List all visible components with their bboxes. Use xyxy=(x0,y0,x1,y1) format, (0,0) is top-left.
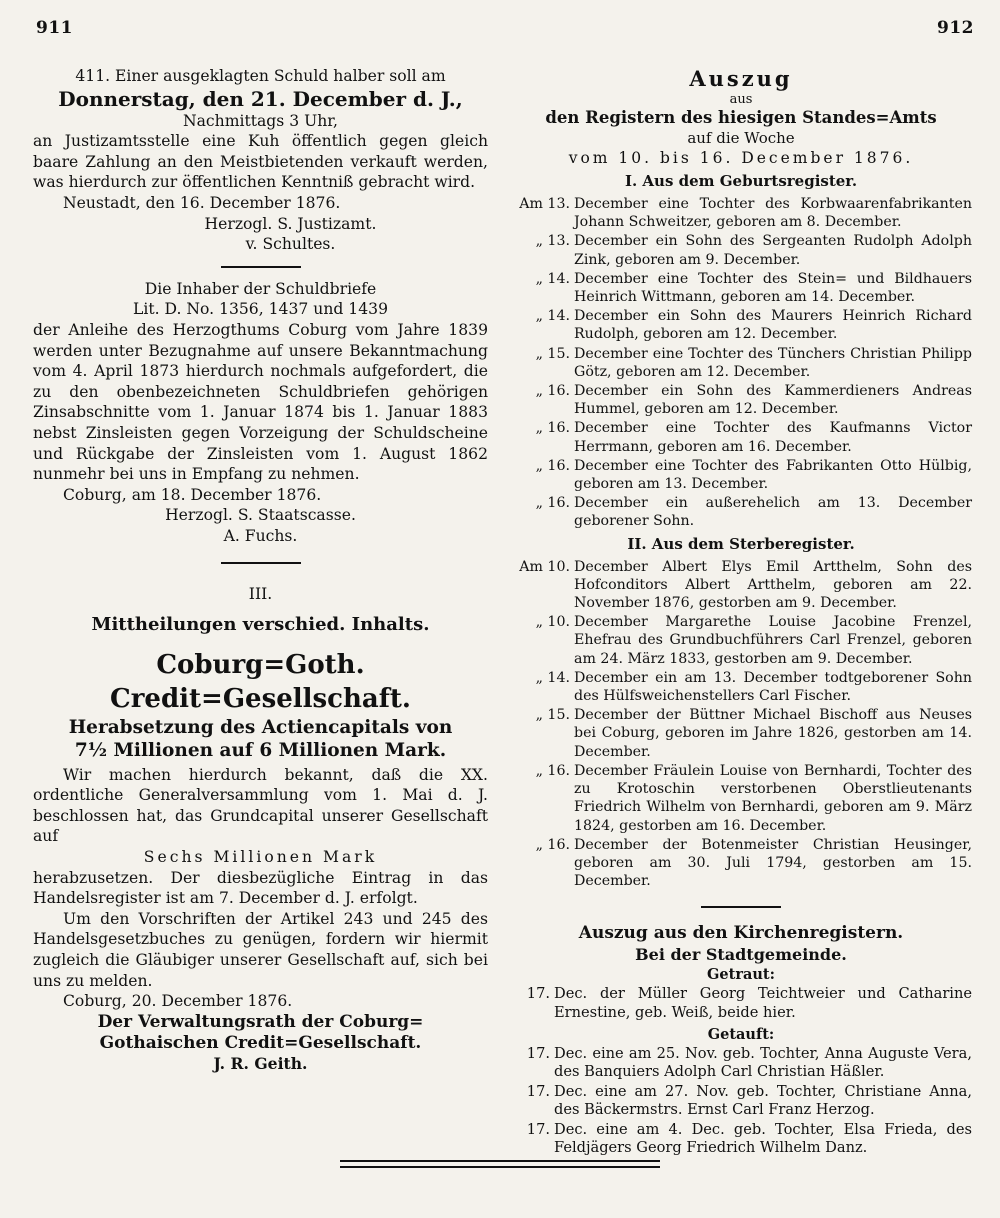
entry-date: Am 10. xyxy=(519,558,570,575)
death-entry xyxy=(510,558,972,613)
birth-entry xyxy=(510,270,972,306)
birth-entry xyxy=(510,382,972,418)
baptism-entry xyxy=(510,1083,972,1120)
entry-date: „ 10. xyxy=(535,614,570,631)
entry-date: „ 15. xyxy=(535,345,570,362)
notice-place-date: Coburg, 20. December 1876. xyxy=(63,992,293,1011)
entry-text: December eine Tochter des Fabrikanten Otto Hülbig, geboren am 13. December. xyxy=(574,457,972,493)
company-title: Coburg=Goth. Credit=Gesellschaft. xyxy=(110,649,411,714)
death-entry xyxy=(510,669,972,705)
notice-signature-name: v. Schultes. xyxy=(245,235,336,254)
birth-entry xyxy=(510,232,972,268)
board-signature-2: Gothaischen Credit=Gesellschaft. xyxy=(99,1032,422,1053)
birth-entry xyxy=(510,345,972,381)
week-label: auf die Woche xyxy=(687,129,795,147)
death-entry xyxy=(510,613,972,668)
baptism-entry xyxy=(510,1045,972,1082)
notice-signature-office: Herzogl. S. Justizamt. xyxy=(204,214,377,233)
entry-text: Dec. eine am 27. Nov. geb. Tochter, Christiane Anna, des Bäckermstrs. Ernst Carl Franz Herzog. xyxy=(554,1082,972,1119)
entry-text: Dec. der Müller Georg Teichtweier und Catharine Ernestine, geb. Weiß, beide hier. xyxy=(554,985,972,1021)
entry-text: December eine Tochter des Kaufmanns Victor Herrmann, geboren am 16. December. xyxy=(574,420,972,455)
notice-credit-society xyxy=(33,648,488,1075)
entry-text: December Margarethe Louise Jacobine Frenzel, Ehefrau des Grundbuchführers Carl Frenzel, geboren am 24. März 1833, gestorben am 9. December. xyxy=(574,614,972,667)
left-column xyxy=(33,66,488,1074)
entry-date: 17. xyxy=(526,985,550,1003)
entry-date: „ 14. xyxy=(535,669,570,686)
baptism-entry xyxy=(510,1121,972,1158)
entry-date: „ 16. xyxy=(535,383,570,400)
entry-text: Dec. eine am 4. Dec. geb. Tochter, Elsa Frieda, des Feldjägers Georg Friedrich Wilhelm Danz. xyxy=(554,1120,972,1157)
capital-amount: Sechs Millionen Mark xyxy=(143,848,378,867)
entry-text: December ein am 13. December todtgeborener Sohn des Hülfsweichenstellers Carl Fischer. xyxy=(574,669,972,705)
notice-intro: 411. Einer ausgeklagten Schuld halber soll am xyxy=(75,67,446,85)
entry-date: „ 15. xyxy=(535,707,570,724)
notice-body: Wir machen hierdurch bekannt, daß die XX. ordentliche Generalversammlung vom 1. Mai d. J. beschlossen hat, das Grundcapital unserer Gesellschaft auf xyxy=(33,765,488,846)
entry-date: 17. xyxy=(526,1120,550,1138)
entry-text: December Fräulein Louise von Bernhardi, Tochter des zu Krotoschin verstorbenen Oberstlieutenants Friedrich Wilhelm von Bernhardi, geboren am 9. März 1824, gestorben am 16. December. xyxy=(574,762,972,834)
entry-text: December ein Sohn des Kammerdieners Andreas Hummel, geboren am 12. December. xyxy=(574,383,972,418)
notice-bond-holders xyxy=(33,279,488,547)
notice-body: der Anleihe des Herzogthums Coburg vom Jahre 1839 werden unter Bezugnahme auf unsere Bekanntmachung vom 4. April 1873 hierdurch nochmals aufgefordert, die zu den obenbezeichneten Schuldbriefen gehörigen Zinsabschnitte vom 1. Januar 1874 bis 1. Januar 1883 nebst Zinsleisten gegen Vorzeigung der Schuldscheine und Rückgabe der Zinsleisten vom 1. August 1862 nunmehr bei uns in Empfang zu nehmen. xyxy=(33,320,488,484)
board-signature-1: Der Verwaltungsrath der Coburg= xyxy=(97,1011,424,1032)
bottom-double-rule xyxy=(340,1160,660,1168)
entry-date: 17. xyxy=(526,1044,550,1062)
notice-cow-auction xyxy=(33,66,488,255)
registry-office-heading: den Registern des hiesigen Standes=Amts xyxy=(545,108,937,127)
entry-text: December Albert Elys Emil Artthelm, Sohn des Hofconditors Albert Artthelm, geboren am 22. November 1876, gestorben am 9. December. xyxy=(574,558,972,612)
notice-signature-name: A. Fuchs. xyxy=(223,526,298,545)
entry-text: December ein außerehelich am 13. December geborener Sohn. xyxy=(574,495,972,530)
marriage-entry xyxy=(510,985,972,1022)
death-entry xyxy=(510,836,972,891)
entry-date: „ 16. xyxy=(535,420,570,437)
death-entry xyxy=(510,762,972,835)
death-register-heading: II. Aus dem Sterberegister. xyxy=(627,534,855,553)
notice-signature-office: Herzogl. S. Staatscasse. xyxy=(165,506,356,525)
entry-text: December eine Tochter des Stein= und Bildhauers Heinrich Wittmann, geboren am 14. December. xyxy=(574,270,972,306)
entry-text: December ein Sohn des Maurers Heinrich Richard Rudolph, geboren am 12. December. xyxy=(574,308,972,343)
bond-numbers: Lit. D. No. 1356, 1437 und 1439 xyxy=(132,300,388,319)
notice-place-date: Coburg, am 18. December 1876. xyxy=(63,485,322,504)
entry-text: December der Botenmeister Christian Heusinger, geboren am 30. Juli 1794, gestorben am 15. December. xyxy=(574,836,972,890)
entry-text: December eine Tochter des Tünchers Christian Philipp Götz, geboren am 12. December. xyxy=(574,345,972,380)
parish-heading: Bei der Stadtgemeinde. xyxy=(635,945,847,965)
notice-body-2: herabzusetzen. Der diesbezügliche Eintrag in das Handelsregister ist am 7. December d. J. erfolgt. xyxy=(33,868,488,908)
auction-date: Donnerstag, den 21. December d. J., xyxy=(58,86,463,111)
page-number-left: 911 xyxy=(36,18,73,38)
capital-reduction-heading: Herabsetzung des Actiencapitals von xyxy=(68,716,453,738)
married-list xyxy=(510,985,972,1022)
divider xyxy=(221,562,301,564)
notice-body-3: Um den Vorschriften der Artikel 243 und 245 des Handelsgesetzbuches zu genügen, fordern wir hiermit zugleich die Gläubiger unserer Gesellschaft auf, sich bei uns zu melden. xyxy=(33,909,488,990)
entry-date: „ 16. xyxy=(535,762,570,779)
entry-date: „ 14. xyxy=(535,308,570,325)
birth-entry xyxy=(510,307,972,343)
notice-intro: Die Inhaber der Schuldbriefe xyxy=(144,279,377,298)
entry-date: 17. xyxy=(526,1082,550,1100)
signatory-name: J. R. Geith. xyxy=(213,1053,308,1073)
baptized-heading: Getauft: xyxy=(707,1025,775,1043)
birth-entry xyxy=(510,195,972,231)
capital-reduction-subheading: 7½ Millionen auf 6 Millionen Mark. xyxy=(74,739,447,761)
auction-time: Nachmittags 3 Uhr, xyxy=(182,111,339,130)
death-register-list xyxy=(510,558,972,891)
page-number-right: 912 xyxy=(937,18,974,38)
entry-text: December ein Sohn des Sergeanten Rudolph Adolph Zink, geboren am 9. December. xyxy=(574,233,972,268)
entry-date: „ 16. xyxy=(535,495,570,512)
birth-entry xyxy=(510,494,972,530)
married-heading: Getraut: xyxy=(707,966,775,984)
entry-text: December eine Tochter des Korbwaarenfabrikanten Johann Schweitzer, geboren am 8. December. xyxy=(574,196,972,231)
extract-title: Auszug xyxy=(689,66,793,91)
entry-date: „ 16. xyxy=(535,457,570,474)
birth-register-list xyxy=(510,195,972,531)
baptized-list xyxy=(510,1045,972,1159)
birth-entry xyxy=(510,419,972,455)
entry-date: „ 13. xyxy=(535,233,570,250)
birth-register-heading: I. Aus dem Geburtsregister. xyxy=(624,172,858,190)
divider xyxy=(701,906,781,908)
entry-date: „ 16. xyxy=(535,836,570,853)
birth-entry xyxy=(510,457,972,493)
death-entry xyxy=(510,706,972,761)
extract-aus: aus xyxy=(729,92,753,107)
church-register-heading: Auszug aus den Kirchenregistern. xyxy=(578,923,904,944)
notice-place-date: Neustadt, den 16. December 1876. xyxy=(63,193,341,212)
notice-body: an Justizamtsstelle eine Kuh öffentlich gegen gleich baare Zahlung an den Meistbietenden verkauft werden, was hierdurch zur öffentlichen Kenntniß gebracht wird. xyxy=(33,132,488,192)
date-range: vom 10. bis 16. December 1876. xyxy=(568,149,914,167)
entry-date: „ 14. xyxy=(535,270,570,287)
right-column xyxy=(510,66,972,1159)
section-number: III. xyxy=(248,585,273,604)
entry-text: December der Büttner Michael Bischoff aus Neuses bei Coburg, geboren im Jahre 1826, gestorben am 14. December. xyxy=(574,707,972,760)
section-title: Mittheilungen verschied. Inhalts. xyxy=(91,614,430,636)
entry-text: Dec. eine am 25. Nov. geb. Tochter, Anna Auguste Vera, des Banquiers Adolph Carl Christian Häßler. xyxy=(554,1044,972,1081)
divider xyxy=(221,266,301,268)
entry-date: Am 13. xyxy=(519,196,570,212)
